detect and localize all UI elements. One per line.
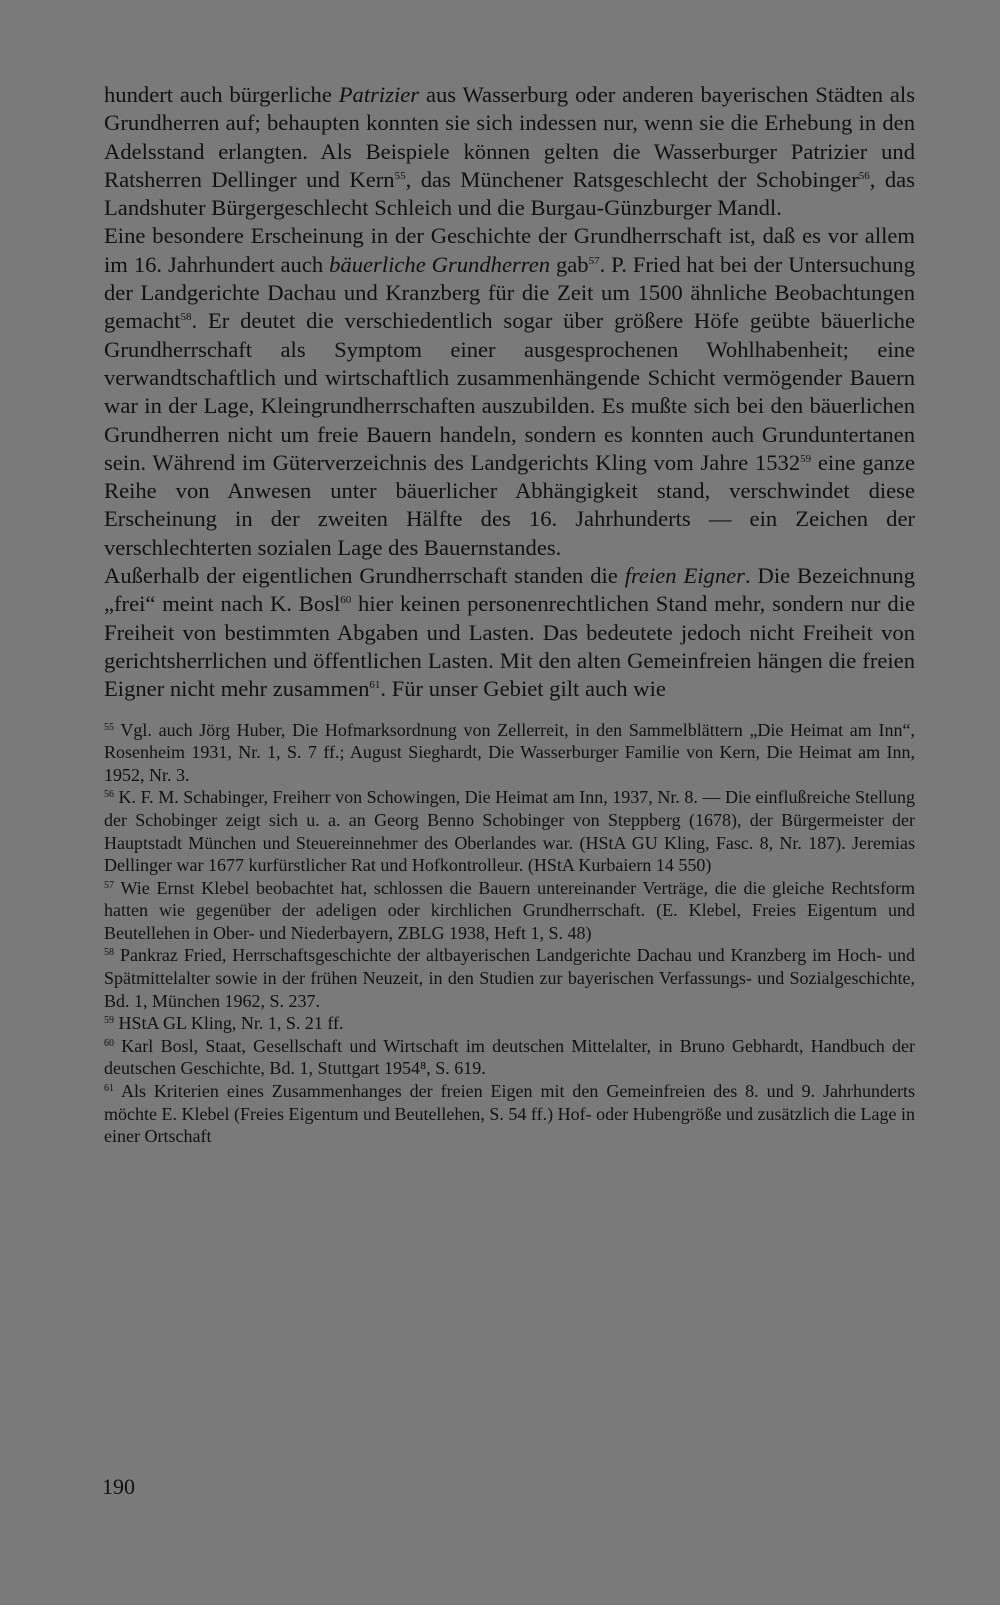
footnote-reference[interactable]: 61 [369,679,381,692]
text-run: Eine besondere Erscheinung in der Geschichte der Grundherrschaft ist, daß es vor allem im 16. Jahrhundert auch [104,223,915,277]
footnote-text: K. F. M. Schabinger, Freiherr von Schowingen, Die Heimat am Inn, 1937, Nr. 8. — Die einflußreiche Stellung der Schobinger zeigt sich u. a. an Georg Benno Schobinger von Steppberg (1678), der Bürgermeister der Hauptstadt München und Steuereinnehmer des Oberlandes war. (HStA GU Kling, Fasc. 8, Nr. 187). Jeremias Dellinger war 1677 kurfürstlicher Rat und Hofkontrolleur. (HStA Kurbaiern 14 550) [104,787,915,876]
footnote-number: 58 [104,947,114,959]
text-run: hier keinen personenrechtlichen Stand mehr, sondern nur die Freiheit von bestimmten Abgaben und Lasten. Das bedeutete jedoch nicht Freiheit von gerichtsherrlichen und öffentlichen Lasten. Mit den alten Gemeinfreien hängen die freien Eigner nicht mehr zusammen [104,591,916,702]
footnote-text: Als Kriterien eines Zusammenhanges der freien Eigen mit den Gemeinfreien des 8. und 9. Jahrhunderts möchte E. Klebel (Freies Eigentum und Beutellehen, S. 54 ff.) Hof- oder Hubengröße und zusätzlich die Lage in einer Ortschaft [104,1081,915,1147]
footnote-reference[interactable]: 56 [858,169,870,182]
footnote-number: 56 [104,789,114,801]
footnote-number: 57 [104,879,114,891]
footnote-reference[interactable]: 60 [340,594,352,607]
text-run: Außerhalb der eigentlichen Grundherrschaft standen die [104,563,625,589]
footnote-number: 61 [104,1083,114,1095]
italic-term: freien Eigner [624,563,745,589]
text-run: eine ganze Reihe von Anwesen unter bäuerlicher Abhängigkeit stand, verschwindet diese Erscheinung in der zweiten Hälfte des 16. Jahrhunderts — ein Zeichen der verschlechterten sozialen Lage des Bauernstandes. [104,449,915,560]
footnote-reference[interactable]: 57 [588,254,600,267]
italic-term: bäuerliche Grundherren [329,251,551,277]
footnote [104,1012,915,1035]
footnote-text: HStA GL Kling, Nr. 1, S. 21 ff. [118,1013,344,1034]
italic-term: Patrizier [338,82,420,107]
text-run: , das Münchener Ratsgeschlecht der Schobinger [405,166,859,192]
footnote-text: Vgl. auch Jörg Huber, Die Hofmarksordnung von Zellerreit, in den Sammelblättern „Die Heimat am Inn“, Rosenheim 1931, Nr. 1, S. 7 ff.; August Sieghardt, Die Wasserburger Familie von Kern, Die Heimat am Inn, 1952, Nr. 3. [104,719,915,785]
footnote-number: 59 [104,1015,114,1027]
footnotes [104,719,915,1148]
text-run: gab [550,251,589,277]
footnote [104,719,915,787]
text-run: aus Wasserburg oder anderen bayerischen Städten als Grundherren auf; behaupten konnten sie sich indessen nur, wenn sie die Erhebung in den Adelsstand erlangten. Als Beispiele können gelten die Wasserburger Patrizier und Ratsherren Dellinger und Kern [104,82,915,192]
footnote [104,1035,915,1080]
footnote [104,944,915,1012]
text-run: hundert auch bürgerliche [104,82,339,107]
footnote [104,877,915,945]
footnote-reference[interactable]: 58 [180,311,192,324]
paragraph [104,81,915,222]
footnote-number: 60 [104,1037,114,1049]
footnote-text: Karl Bosl, Staat, Gesellschaft und Wirtschaft im deutschen Mittelalter, in Bruno Gebhardt, Handbuch der deutschen Geschichte, Bd. 1, Stuttgart 1954⁸, S. 619. [104,1035,916,1079]
text-run: , das Landshuter Bürgergeschlecht Schleich und die Burgau-Günzburger Mandl. [104,166,915,221]
text-run: . Die Bezeichnung „frei“ meint nach K. Bosl [104,563,915,617]
main-text [104,81,915,704]
footnote [104,786,915,876]
footnote-number: 55 [104,721,114,733]
text-run: . Für unser Gebiet gilt auch wie [380,676,666,702]
footnote-reference[interactable]: 59 [800,452,812,465]
footnote-text: Pankraz Fried, Herrschaftsgeschichte der altbayerischen Landgerichte Dachau und Kranzberg im Hoch- und Spätmittelalter sowie in der frühen Neuzeit, in den Studien zur bayerischen Verfassungs- und Sozialgeschichte, Bd. 1, München 1962, S. 237. [104,945,916,1011]
page-number: 190 [102,1474,135,1499]
book-page [104,81,915,1148]
paragraph [104,562,915,703]
footnote-reference[interactable]: 55 [394,169,406,182]
paragraph [104,222,915,562]
footnote [104,1080,915,1148]
text-run: . P. Fried hat bei der Untersuchung der Landgerichte Dachau und Kranzberg für die Zeit um 1500 ähnliche Beobachtungen gemacht [104,251,915,334]
text-run: . Er deutet die verschiedentlich sogar über größere Höfe geübte bäuerliche Grundherrschaft als Symptom einer ausgesprochenen Wohlhabenheit; eine verwandtschaftlich und wirtschaftlich zusammenhängende Schicht vermögender Bauern war in der Lage, Kleingrundherrschaften auszubilden. Es mußte sich bei den bäuerlichen Grundherren nicht um freie Bauern handeln, sondern es konnten auch Grunduntertanen sein. Während im Güterverzeichnis des Landgerichts Kling vom Jahre 1532 [104,308,915,475]
footnote-text: Wie Ernst Klebel beobachtet hat, schlossen die Bauern untereinander Verträge, die die gleiche Rechtsform hatten wie gegenüber der adeligen oder kirchlichen Grundherrschaft. (E. Klebel, Freies Eigentum und Beutellehen in Ober- und Niederbayern, ZBLG 1938, Heft 1, S. 48) [104,877,915,943]
